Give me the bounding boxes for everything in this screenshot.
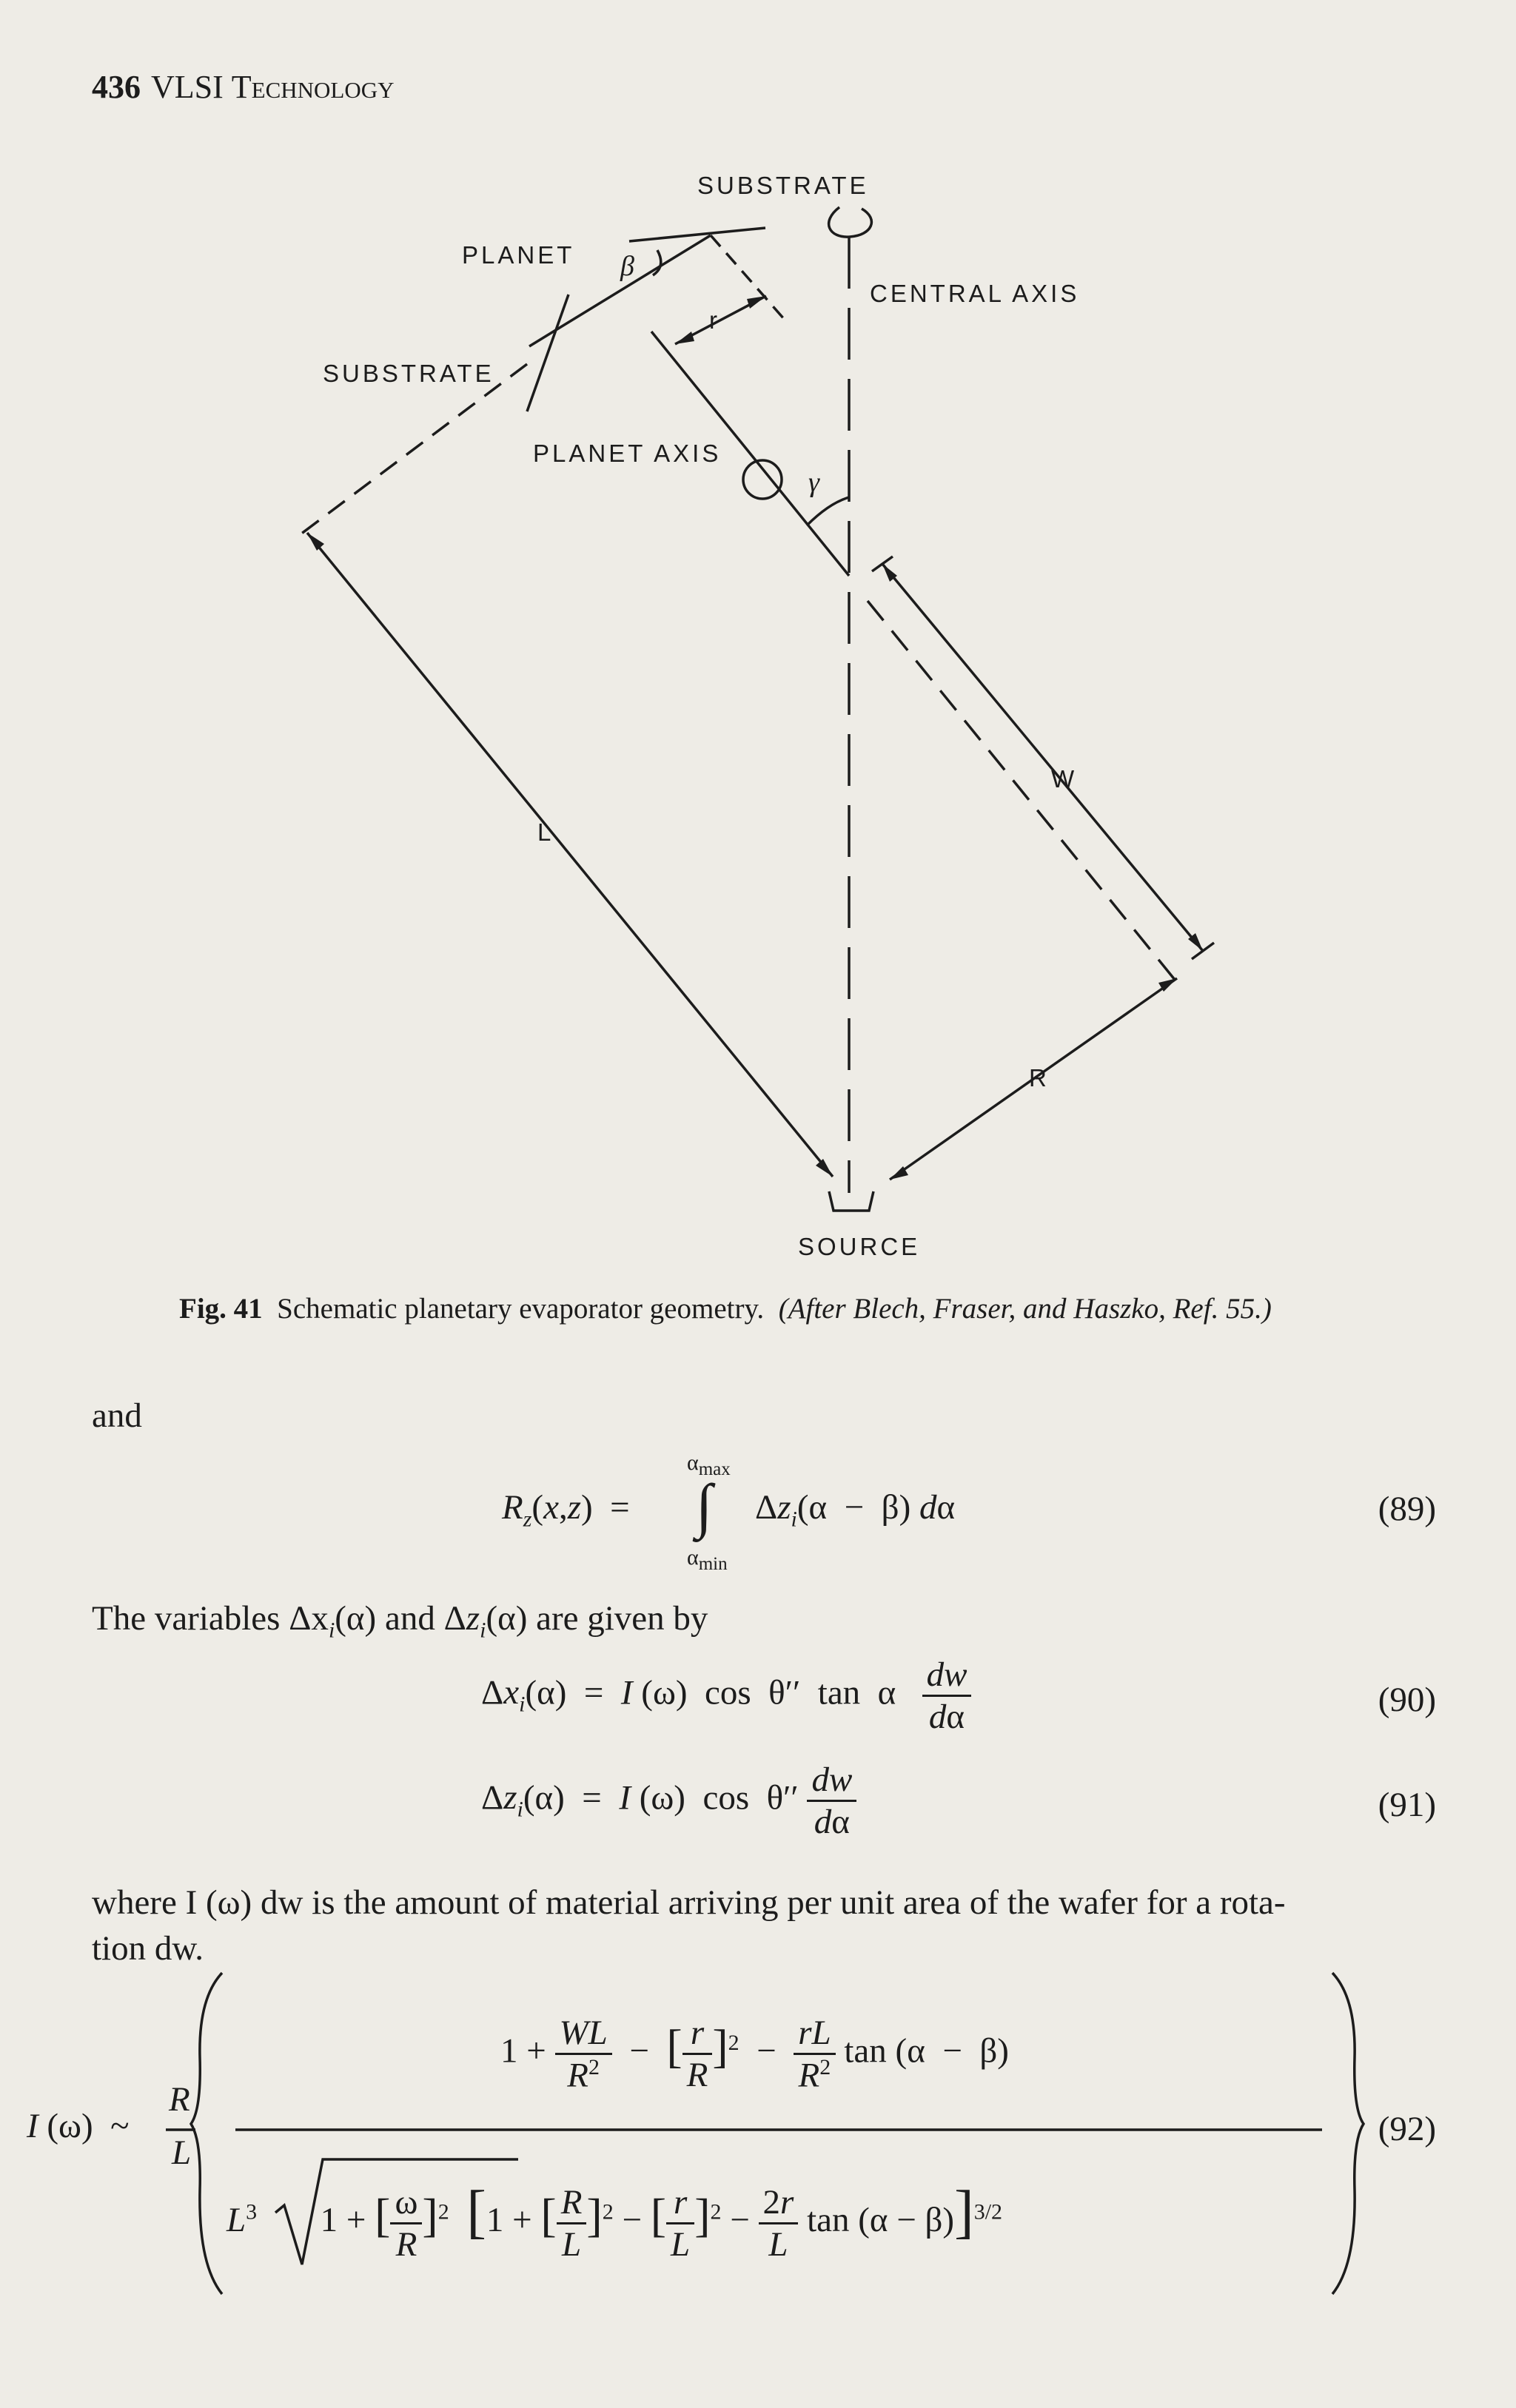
source-cup [829, 1191, 873, 1211]
eq92-R: R [169, 2080, 190, 2119]
caption-text: Schematic planetary evaporator geometry. [277, 1293, 765, 1325]
eq90-number: (90) [1378, 1681, 1436, 1719]
top-substrate-line [629, 228, 765, 241]
beta-arc [653, 250, 661, 275]
substrate-dashed-line [295, 364, 527, 539]
equation-92 [0, 1968, 1516, 2309]
eq92-L: L [172, 2133, 192, 2172]
label-gamma: γ [808, 467, 819, 498]
eq92-numerator: 1 + $\frac{WL}{R^2}$ − [ $\frac{r}{R}$ ]$^2$ − $\frac{rL}{R^2}$ tan (α − β) [500, 2014, 1009, 2095]
label-r: r [709, 306, 720, 334]
L-line [307, 533, 833, 1177]
label-central-axis: CENTRAL AXIS [870, 280, 1080, 307]
text-variables: The variables $\Delta x_i(\alpha)$ and $\Delta z_i(\alpha)$ are given by [92, 1599, 708, 1643]
label-W: W [1051, 765, 1078, 793]
text-where-line2: tion dw. [92, 1929, 204, 1968]
substrate-rotation-symbol [829, 207, 872, 237]
eq92-denominator: $L^3$ 1 + [ $\frac{\omega}{R}$ ]$^2$ [1 + [ $\frac{R}{L}$ ]$^2$ − [ $\frac{r}{L}$ ]$^2$ − $\frac{2r}{L}$ tan (α − β)]$^{3/2}$ [227, 2179, 1003, 2264]
eq91-frac: $\frac{dw}{d\alpha}$ [807, 1760, 856, 1842]
label-L: L [537, 818, 554, 846]
label-beta: β [620, 251, 634, 282]
label-source: SOURCE [798, 1233, 921, 1260]
caption-credit: (After Blech, Fraser, and Haszko, Ref. 55.) [778, 1293, 1272, 1325]
planet-rotation-symbol [743, 460, 782, 499]
label-R: R [1029, 1064, 1050, 1092]
figure-caption [179, 1292, 1272, 1325]
text-where-line1: where I (ω) dw is the amount of material arriving per unit area of the wafer for a rota- [92, 1883, 1286, 1922]
page-number: 436 [92, 69, 141, 105]
label-substrate-top: SUBSTRATE [697, 172, 869, 199]
label-planet-axis: PLANET AXIS [533, 440, 722, 467]
L-arrow-top [307, 533, 324, 551]
W-line [882, 564, 1203, 951]
eq92-left-brace [191, 1973, 222, 2294]
eq92-number: (92) [1378, 2110, 1436, 2148]
r-arrow-left [675, 332, 694, 344]
integral-sign: ∫ [696, 1472, 713, 1539]
eq89-number: (89) [1378, 1490, 1436, 1528]
left-substrate-line [527, 295, 568, 411]
header-title-rest: Technology [231, 69, 395, 105]
eq89-lower-limit: $\alpha_{min}$ [687, 1545, 728, 1574]
text-and: and [92, 1396, 142, 1435]
eq90-frac: $\frac{dw}{d\alpha}$ [922, 1655, 972, 1737]
r-arrow-right [747, 296, 766, 309]
header-title-prefix: VLSI [151, 69, 224, 105]
equation-90: $\Delta x_i(\alpha) = I$ (ω) cos θ′′ tan α $\frac{dw}{d\alpha}$ [481, 1655, 971, 1737]
text-where [92, 1880, 1439, 1971]
eq89-lhs: $R_z(x,z)$ = [502, 1488, 639, 1532]
eq92-lhs: I (ω) ~ [27, 2107, 130, 2145]
W-dashed-line [868, 601, 1178, 984]
equation-89 [502, 1450, 1035, 1576]
equation-91: $\Delta z_i(\alpha) = I$ (ω) cos θ′′ $\frac{dw}{d\alpha}$ [481, 1760, 856, 1842]
label-planet: PLANET [462, 241, 575, 269]
eq89-upper-limit: $\alpha_{max}$ [687, 1450, 731, 1479]
eq92-right-brace [1332, 1973, 1364, 2294]
eq89-integrand: $\Delta z_i(\alpha - \beta)$ dα [755, 1488, 956, 1532]
caption-label: Fig. 41 [179, 1293, 263, 1325]
label-substrate-left: SUBSTRATE [323, 360, 494, 387]
L-arrow-bottom [816, 1159, 833, 1177]
gamma-arc [807, 497, 849, 525]
eq91-number: (91) [1378, 1786, 1436, 1824]
